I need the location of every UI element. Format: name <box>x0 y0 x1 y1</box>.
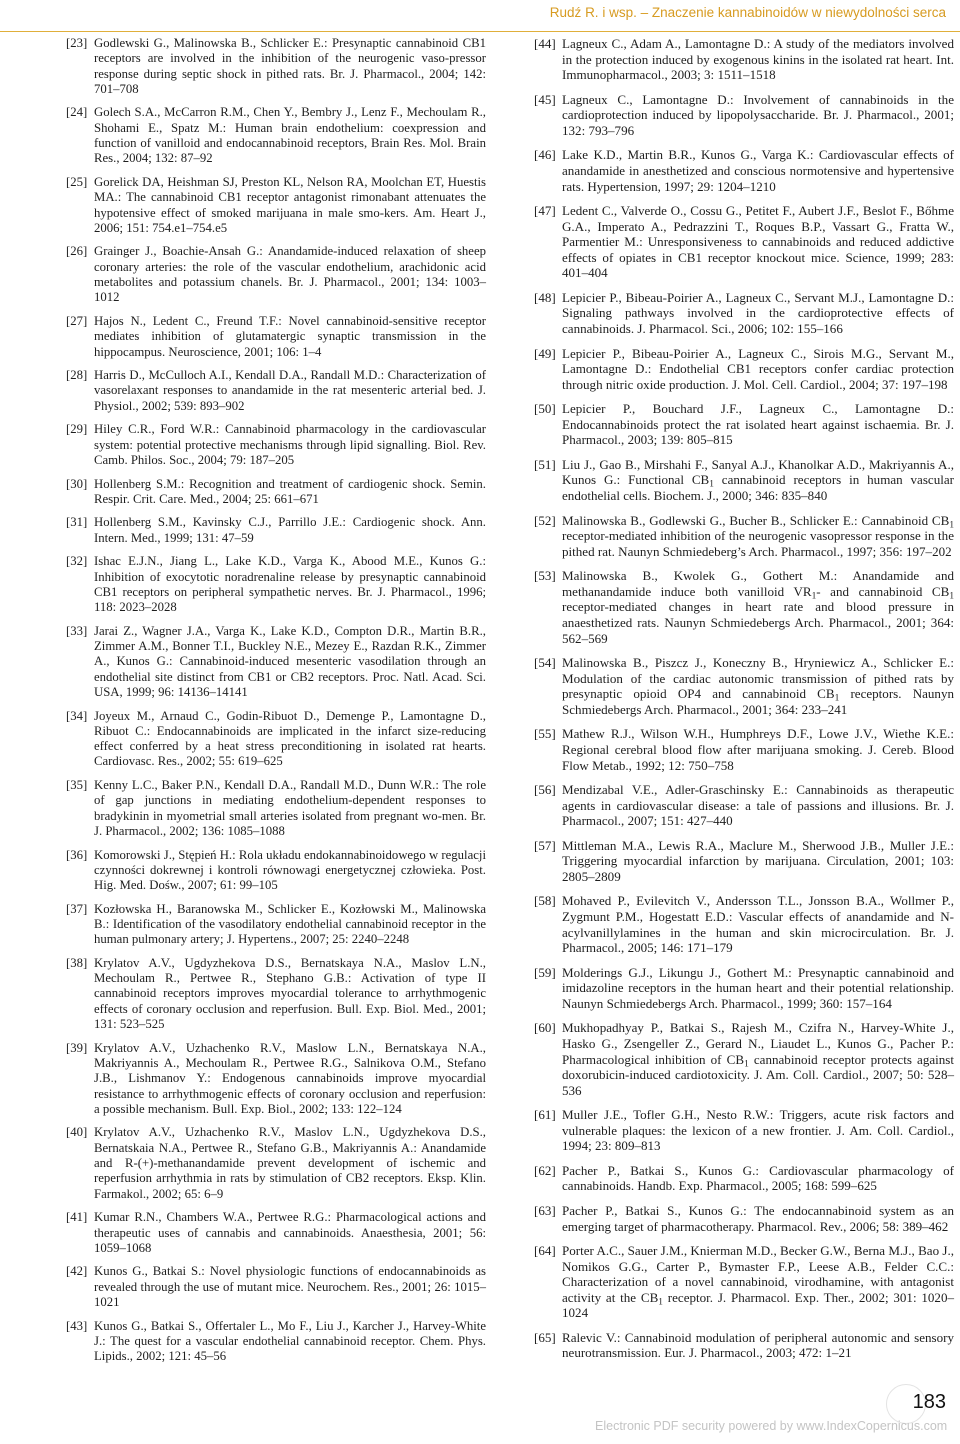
reference-text: Krylatov A.V., Ugdyzhekova D.S., Bernatskaya N.A., Maslov L.N., Mechoulam R., Pertwee R., Stephano G.B.: Activation of type II cannabinoid receptors improves myocardial tolerance to arrhythmogenic effects of coronary occlusion and reperfusion. Bull. Exp. Biol. Med., 2001; 131: 523–525 <box>94 955 486 1032</box>
reference-text: Krylatov A.V., Uzhachenko R.V., Maslov L.N., Ugdyzhekova D.S., Bernatskaia N.A., Pertwee R., Stefano G.B., Makriyannis A.: Anandamide and R-(+)-methanandamide prevent development of ischemic and reperfusion arrhythmia in rats by stimulation of CB2 receptors. Eksp. Klin. Farmakol., 2002; 65: 6–9 <box>94 1125 486 1201</box>
reference-text: Hiley C.R., Ford W.R.: Cannabinoid pharmacology in the cardiovascular system: potential protective mechanisms through lipid signalling. Biol. Rev. Camb. Philos. Soc., 2004; 79: 187–205 <box>94 422 486 467</box>
reference-text: Kenny L.C., Baker P.N., Kendall D.A., Randall M.D., Dunn W.R.: The role of gap junctions in mediating endothelium-dependent responses to bradykinin in myometrial small arteries isolated from pregnant wo-men. Br. J. Pharmacol., 2002; 136: 1085–1088 <box>94 778 486 838</box>
reference-item <box>66 175 486 236</box>
reference-item <box>66 368 486 414</box>
reference-number: [35] <box>66 778 88 793</box>
reference-text: Ralevic V.: Cannabinoid modulation of peripheral autonomic and sensory neurotransmission. Eur. J. Pharmacol., 2003; 472: 1–21 <box>562 1329 954 1361</box>
reference-item <box>66 105 486 166</box>
reference-item <box>66 244 486 305</box>
reference-number: [45] <box>534 91 556 107</box>
reference-text: Joyeux M., Arnaud C., Godin-Ribuot D., Demenge P., Lamontagne D., Ribuot C.: Endocannabinoids are implicated in the infarct size-reducing effect conferred by a heat stress preconditioning in isolated rat hearts. Cardiovasc. Res., 2002; 55: 619–625 <box>94 708 486 769</box>
reference-text: Malinowska B., Godlewski G., Bucher B., Schlicker E.: Cannabinoid $CB_1$ receptor-mediated inhibition of the neurogenic vasopressor response in the pithed rat. Naunyn Schmiedeberg’s Arch. Pharmacol., 1997; 356: 197–202 <box>562 512 954 559</box>
reference-number: [26] <box>66 244 88 259</box>
reference-item <box>534 92 954 139</box>
reference-item <box>534 893 954 955</box>
reference-number: [64] <box>534 1243 556 1258</box>
reference-item <box>534 1330 954 1361</box>
reference-number: [56] <box>534 782 556 798</box>
reference-item <box>534 290 954 337</box>
reference-number: [50] <box>534 401 556 417</box>
reference-number: [59] <box>534 964 556 980</box>
reference-number: [42] <box>66 1264 88 1279</box>
reference-number: [54] <box>534 655 556 671</box>
reference-text: Godlewski G., Malinowska B., Schlicker E.: Presynaptic cannabinoid CB1 receptors are involved in the inhibition of the neurogenic vaso-pressor response during septic shock in pithed rats. Br. J. Pharmacol., 2004; 142: 701–708 <box>94 36 486 96</box>
reference-item <box>66 709 486 770</box>
reference-text: Mendizabal V.E., Adler-Graschinsky E.: Cannabinoids as therapeutic agents in cardiovascular disease: a tale of passions and illusions. Br. J. Pharmacol., 2007; 151: 427–440 <box>562 782 954 829</box>
reference-text: Krylatov A.V., Uzhachenko R.V., Maslow L.N., Bernatskaya N.A., Makriyannis A., Mechoulam R., Pertwee R.G., Salnikova O.M., Stefano J.B., Lishmanov Y.: Endogenous cannabinoids improve myocardial resistance to arrhythmogenic effects of coronary occlusion and reperfusion: a possible mechanism. Bull. Exp. Biol., 2002; 133: 122–124 <box>94 1040 486 1116</box>
reference-number: [61] <box>534 1107 556 1123</box>
references-left-column <box>66 36 486 1373</box>
reference-text: Kozłowska H., Baranowska M., Schlicker E., Kozłowski M., Malinowska B.: Identification of the vasodilatory endothelial cannabinoid receptor in the human pulmonary artery; J. Hypertens., 2007; 25: 2240–2248 <box>94 901 486 947</box>
reference-item <box>534 457 954 504</box>
reference-text: Mittleman M.A., Lewis R.A., Maclure M., Sherwood J.B., Muller J.E.: Triggering myocardial infarction by marijuana. Circulation, 2001; 103: 2805–2809 <box>562 837 954 884</box>
reference-item <box>66 1210 486 1256</box>
reference-number: [33] <box>66 623 88 638</box>
reference-number: [28] <box>66 368 88 383</box>
reference-number: [29] <box>66 422 88 437</box>
reference-item <box>534 1243 954 1321</box>
reference-text: Gorelick DA, Heishman SJ, Preston KL, Nelson RA, Moolchan ET, Huestis MA.: The cannabinoid CB1 receptor antagonist rimonabant attenuates the hypotensive effect of smoked marijuana in male smo-kers. Am. Heart J., 2006; 151: 754.e1–754.e5 <box>94 174 486 235</box>
reference-text: Malinowska B., Piszcz J., Koneczny B., Hryniewicz A., Schlicker E.: Modulation of the cardiac autonomic transmission of pithed rats by presynaptic opioid OP4 and cannabinoid $CB_1$ receptors. Naunyn Schmiedebergs Arch. Pharmacol., 2001; 364: 233–241 <box>562 655 954 717</box>
reference-text: Ledent C., Valverde O., Cossu G., Petitet F., Aubert J.F., Beslot F., Bőhme G.A., Imperato A., Pedrazzini T., Roques B.P., Vassart G., Fratta W., Parmentier M.: Unresponsiveness to cannabinoids and reduced addictive effects of opiates in CB1 receptor knockout mice. Science, 1999; 283: 401–404 <box>562 203 954 281</box>
reference-number: [47] <box>534 203 556 219</box>
reference-item <box>534 568 954 646</box>
reference-item <box>66 515 486 546</box>
reference-text: Hollenberg S.M.: Recognition and treatment of cardiogenic shock. Semin. Respir. Crit. Care. Med., 2004; 25: 661–671 <box>94 476 486 506</box>
reference-number: [30] <box>66 476 88 491</box>
reference-text: Liu J., Gao B., Mirshahi F., Sanyal A.J., Khanolkar A.D., Makriyannis A., Kunos G.: Functional $CB_1$ cannabinoid receptors in human vascular endothelial cells. Biochem. J., 2000; 346: 835–840 <box>562 456 955 504</box>
reference-text: Lepicier P., Bibeau-Poirier A., Lagneux C., Servant M.J., Lamontagne D.: Signaling pathways involved in the cardioprotective effects of cannabinoids. J. Pharmacol. Sci., 2006; 102: 155–166 <box>562 289 954 337</box>
reference-item <box>66 956 486 1032</box>
reference-item <box>66 1041 486 1117</box>
reference-item <box>66 778 486 839</box>
reference-text: Muller J.E., Tofler G.H., Nesto R.W.: Triggers, acute risk factors and vulnerable plaques: the lexicon of a new frontier. J. Am. Coll. Cardiol., 1994; 23: 809–813 <box>562 1107 954 1154</box>
reference-item <box>66 848 486 894</box>
reference-number: [46] <box>534 147 556 163</box>
reference-item <box>534 346 954 393</box>
reference-number: [65] <box>534 1329 556 1345</box>
reference-number: [43] <box>66 1318 88 1333</box>
reference-text: Pacher P., Batkai S., Kunos G.: Cardiovascular pharmacology of cannabinoids. Handb. Exp. Pharmacol., 2005; 168: 599–625 <box>562 1162 954 1194</box>
reference-number: [25] <box>66 174 88 189</box>
reference-number: [57] <box>534 837 556 853</box>
running-header <box>0 0 960 32</box>
reference-item <box>534 1107 954 1154</box>
reference-number: [27] <box>66 313 88 328</box>
reference-text: Lepicier P., Bouchard J.F., Lagneux C., Lamontagne D.: Endocannabinoids protect the rat isolated heart against ischaemia. Br. J. Pharmacol., 2003; 139: 805–815 <box>562 401 954 448</box>
reference-text: Harris D., McCulloch A.I., Kendall D.A., Randall M.D.: Characterization of vasorelaxant responses to anandamide in the rat mesenteric arterial bed. J. Physiol., 2002; 539: 893–902 <box>94 368 486 413</box>
reference-text: Mukhopadhyay P., Batkai S., Rajesh M., Czifra N., Harvey-White J., Hasko G., Zsengeller Z., Gerard N., Liaudet L., Kunos G., Pacher P.: Pharmacological inhibition of $CB_1$ cannabinoid receptor protects against doxorubicin-induced cardiotoxicity. J. Am. Coll. Cardiol., 2007; 50: 528–536 <box>562 1020 954 1098</box>
reference-text: Malinowska B., Kwolek G., Gothert M.: Anandamide and methanandamide induce both vanilloid $VR_1-$ and cannabinoid $CB_1$ receptor-mediated changes in heart rate and blood pressure in anaesthetized rats. Naunyn Schmiedebergs Arch. Pharmacol., 2001; 364: 562–569 <box>562 568 954 646</box>
reference-number: [51] <box>534 456 556 472</box>
reference-number: [23] <box>66 36 88 50</box>
reference-text: Pacher P., Batkai S., Kunos G.: The endocannabinoid system as an emerging target of pharmacotherapy. Pharmacol. Rev., 2006; 58: 389–462 <box>562 1202 954 1234</box>
references-right-column <box>534 36 954 1370</box>
reference-number: [52] <box>534 512 556 528</box>
reference-item <box>534 782 954 829</box>
running-title: Rudź R. i wsp. – Znaczenie kannabinoidów w niewydolności serca <box>549 5 946 20</box>
reference-item <box>534 147 954 194</box>
reference-item <box>66 477 486 508</box>
reference-item <box>534 513 954 560</box>
reference-number: [60] <box>534 1020 556 1036</box>
reference-item <box>534 36 954 83</box>
reference-number: [62] <box>534 1162 556 1178</box>
reference-text: Komorowski J., Stępień H.: Rola układu endokannabinoidowego w regulacji czynności dokrewnej i kontroli równowagi energetycznej człowieka. Post. Hig. Med. Dośw., 2007; 61: 99–105 <box>94 847 486 893</box>
reference-text: Lagneux C., Lamontagne D.: Involvement of cannabinoids in the cardioprotection induced by lipopolysaccharide. Br. J. Pharmacol., 2001; 132: 793–796 <box>562 91 954 138</box>
reference-number: [48] <box>534 289 556 305</box>
reference-item <box>534 1163 954 1194</box>
reference-item <box>66 1319 486 1365</box>
reference-number: [31] <box>66 515 88 530</box>
reference-number: [38] <box>66 955 88 970</box>
reference-item <box>66 36 486 97</box>
reference-text: Ishac E.J.N., Jiang L., Lake K.D., Varga K., Abood M.E., Kunos G.: Inhibition of exocytotic noradrenaline release by presynaptic cannabinoid CB1 receptors on peripheral sympathetic nerves. Br. J. Pharmacol., 1996; 118: 2023–2028 <box>94 554 486 615</box>
reference-number: [41] <box>66 1210 88 1225</box>
reference-text: Porter A.C., Sauer J.M., Knierman M.D., Becker G.W., Berna M.J., Bao J., Nomikos G.G., Carter P., Bymaster F.P., Leese A.B., Felder C.C.: Characterization of a novel cannabinoid, virodhamine, with antagonist activity at the $CB_1$ receptor. J. Pharmacol. Exp. Ther., 2002; 301: 1020–1024 <box>562 1243 954 1321</box>
reference-number: [40] <box>66 1125 88 1140</box>
reference-number: [49] <box>534 345 556 361</box>
reference-text: Golech S.A., McCarron R.M., Chen Y., Bembry J., Lenz F., Mechoulam R., Shohami E., Spatz M.: Human brain endothelium: coexpression and function of vanilloid and endocannabinoid receptors, Brain Res. Mol. Brain Res., 2004; 132: 87–92 <box>94 105 486 166</box>
reference-text: Mohaved P., Evilevitch V., Andersson T.L., Jonsson B.A., Wollmer P., Zygmunt P.M., Hogestatt E.D.: Vascular effects of anandamide and N-acylvanillylamines in the human and skin microcirculation. Br. J. Pharmacol., 2005; 146: 171–179 <box>562 893 954 956</box>
reference-number: [58] <box>534 893 556 909</box>
reference-item <box>534 726 954 773</box>
reference-text: Hajos N., Ledent C., Freund T.F.: Novel cannabinoid-sensitive receptor mediates inhibition of glutamatergic synaptic transmission in the hippocampus. Neuroscience, 2001; 106: 1–4 <box>94 313 486 359</box>
reference-text: Jarai Z., Wagner J.A., Varga K., Lake K.D., Compton D.R., Martin B.R., Zimmer A.M., Bonner T.I., Buckley N.E., Mezey E., Razdan R.K., Zimmer A., Kunos G.: Cannabinoid-induced mesenteric vasodilation through an endothelial site distinct from CB1 or CB2 receptors. Proc. Natl. Acad. Sci. USA, 1999; 96: 14136–14141 <box>94 623 486 699</box>
reference-number: [53] <box>534 568 556 584</box>
reference-item <box>66 554 486 615</box>
reference-number: [39] <box>66 1040 88 1055</box>
reference-text: Lagneux C., Adam A., Lamontagne D.: A study of the mediators involved in the protection induced by exogenous kinins in the isolated rat heart. Int. Immunopharmacol., 2003; 3: 1511–1518 <box>562 36 954 83</box>
reference-item <box>534 401 954 448</box>
reference-item <box>66 902 486 948</box>
reference-number: [44] <box>534 36 556 51</box>
reference-item <box>534 655 954 717</box>
reference-number: [24] <box>66 105 88 120</box>
reference-number: [55] <box>534 726 556 742</box>
reference-item <box>66 624 486 700</box>
reference-item <box>534 203 954 281</box>
reference-number: [36] <box>66 847 88 862</box>
reference-item <box>66 314 486 360</box>
reference-number: [63] <box>534 1202 556 1218</box>
reference-text: Hollenberg S.M., Kavinsky C.J., Parrillo J.E.: Cardiogenic shock. Ann. Intern. Med., 1999; 131: 47–59 <box>94 515 486 545</box>
reference-item <box>534 965 954 1012</box>
reference-text: Mathew R.J., Wilson W.H., Humphreys D.F., Lowe J.V., Wiethe K.E.: Regional cerebral blood flow after marijuana smoking. J. Cereb. Blood Flow Metab., 1992; 12: 750–758 <box>562 726 954 773</box>
reference-text: Kumar R.N., Chambers W.A., Pertwee R.G.: Pharmacological actions and therapeutic uses of cannabis and cannabinoids. Anaesthesia, 2001; 56: 1059–1068 <box>94 1210 486 1255</box>
reference-item <box>534 838 954 885</box>
reference-text: Kunos G., Batkai S.: Novel physiologic functions of endocannabinoids as revealed through the use of mutant mice. Neurochem. Res., 2001; 26: 1015–1021 <box>94 1264 486 1310</box>
reference-number: [34] <box>66 708 88 723</box>
reference-text: Lake K.D., Martin B.R., Kunos G., Varga K.: Cardiovascular effects of anandamide in anesthetized and conscious normotensive and hypertensive rats. Hypertension, 1997; 29: 1204–1210 <box>562 147 954 194</box>
reference-number: [32] <box>66 554 88 569</box>
reference-item <box>66 1125 486 1201</box>
reference-item <box>66 422 486 468</box>
reference-text: Kunos G., Batkai S., Offertaler L., Mo F., Liu J., Karcher J., Harvey-White J.: The quest for a vascular endothelial cannabinoid receptor. Chem. Phys. Lipids., 2002; 121: 45–56 <box>94 1318 486 1364</box>
page-number: 183 <box>912 1391 946 1413</box>
reference-text: Grainger J., Boachie-Ansah G.: Anandamide-induced relaxation of sheep coronary arteries: the role of the vascular endothelium, arachidonic acid metabolites and potassium chanels. Br. J. Pharmacol., 2001; 134: 1003–1012 <box>94 244 486 305</box>
reference-text: Molderings G.J., Likungu J., Gothert M.: Presynaptic cannabinoid and imidazoline receptors in the human heart and their potential relationship. Naunyn Schmiedebergs Arch. Pharmacol., 1999; 360: 157–164 <box>562 964 954 1011</box>
reference-item <box>534 1020 954 1098</box>
reference-item <box>66 1264 486 1310</box>
reference-item <box>534 1203 954 1234</box>
reference-text: Lepicier P., Bibeau-Poirier A., Lagneux C., Sirois M.G., Servant M., Lamontagne D.: Endothelial CB1 receptors confer cardiac protection through nitric oxide production. J. Mol. Cell. Cardiol., 2004; 37: 197–198 <box>562 345 954 392</box>
reference-number: [37] <box>66 901 88 916</box>
security-watermark: Electronic PDF security powered by www.IndexCopernicus.com <box>595 1419 948 1433</box>
